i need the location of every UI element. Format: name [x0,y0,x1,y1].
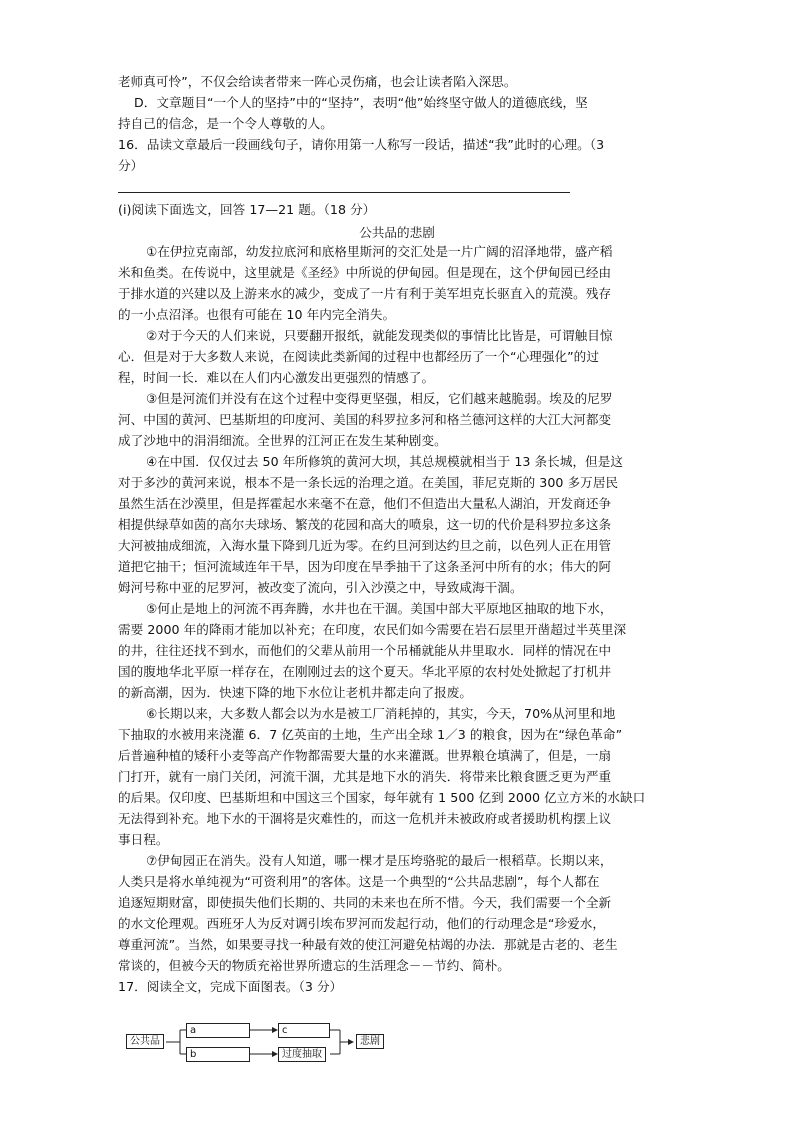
node-tragedy: 悲剧 [356,1034,384,1049]
paragraph-line: ①在伊拉克南部，幼发拉底河和底格里斯河的交汇处是一片广阔的沼泽地带，盛产稻 [146,244,613,259]
paragraph-line: 事日程。 [118,832,169,847]
flow-diagram [118,1010,418,1070]
paragraph-line: ⑥长期以来，大多数人都会以为水是被工厂消耗掉的，其实，今天，70%从河里和地 [146,706,616,721]
paragraph-line: 的井，往往还找不到水，而他们的父辈从前用一个吊桶就能从井里取水．同样的情况在中 [118,643,612,658]
blank-a: a [186,1023,250,1038]
paragraph-line: 尊重河流”。当然，如果要寻找一种最有效的使江河避免枯竭的办法．那就是古老的、老生 [118,937,618,952]
paragraph-line: 姆河号称中亚的尼罗河，被改变了流向，引入沙漠之中，导致咸海干涸。 [118,580,523,595]
paragraph-line: ⑤何止是地上的河流不再奔腾，水井也在干涸。美国中部大平原地区抽取的地下水， [146,601,613,616]
paragraph-line: 国的腹地华北平原一样存在，在刚刚过去的这个夏天。华北平原的农村处处掀起了打机井 [118,664,612,679]
paragraph-line: ⑦伊甸园正在消失。没有人知道，哪一棵才是压垮骆驼的最后一根稻草。长期以来， [146,853,613,868]
paragraph-line: 河、中国的黄河、巴基斯坦的印度河、美国的科罗拉多河和格兰德河这样的大江大河都变 [118,412,612,427]
question-17: 17．阅读全文，完成下面图表。（3 分） [118,979,343,994]
paragraph-line: 相提供绿草如茵的高尔夫球场、繁茂的花园和高大的喷泉，这一切的代价是科罗拉多这条 [118,517,612,532]
paragraph-line: 米和鱼类。在传说中，这里就是《圣经》中所说的伊甸园。但是现在，这个伊甸园已经由 [118,265,612,280]
paragraph-line: 人类只是将水单纯视为“可资利用”的客体。这是一个典型的“公共品悲剧”，每个人都在 [118,874,600,889]
paragraph-line: 的一小点沼泽。也很有可能在 10 年内完全消失。 [118,307,396,322]
paragraph-line: 对于多沙的黄河来说，根本不是一条长远的治理之道。在美国，菲尼克斯的 300 多万居民 [118,475,619,490]
option-d-line: D．文章题目“一个人的坚持”中的“坚持”，表明“他”始终坚守做人的道德底线，坚 [134,95,588,110]
paragraph-line: 的后果。仅印度、巴基斯坦和中国这三个国家，每年就有 1 500 亿到 2000 亿立方米的水缺口 [118,790,646,805]
paragraph-line: 于排水道的兴建以及上游来水的减少，变成了一片有利于美军坦克长驱直入的荒漠。残存 [118,286,612,301]
text-line: 分） [118,158,144,173]
paragraph-line: 的新高潮，因为．快速下降的地下水位让老机井都走向了报废。 [118,685,473,700]
paragraph-line: ②对于今天的人们来说，只要翻开报纸，就能发现类似的事情比比皆是，可谓触目惊 [146,328,613,343]
blank-c: c [278,1023,330,1038]
paragraph-line: ④在中国．仅仅过去 50 年所修筑的黄河大坝，其总规模就相当于 13 条长城，但是这 [146,454,624,469]
node-over-extraction: 过度抽取 [278,1047,326,1062]
text-line: 持自己的信念，是一个令人尊敬的人。 [118,116,333,131]
paragraph-line: 门打开，就有一扇门关闭，河流干涸，尤其是地下水的消失．将带来比粮食匮乏更为严重 [118,769,612,784]
paragraph-line: 无法得到补充。地下水的干涸将是灾难性的，而这一危机并未被政府或者援助机构摆上议 [118,811,612,826]
section-instruction: (i)阅读下面选文，回答 17—21 题。（18 分） [118,202,376,217]
paragraph-line: ③但是河流们并没有在这个过程中变得更坚强，相反，它们越来越脆弱。埃及的尼罗 [146,391,613,406]
blank-b: b [186,1047,250,1062]
paragraph-line: 下抽取的水被用来浇灌 6．7 亿英亩的土地，生产出全球 1／3 的粮食，因为在“绿色革命” [118,727,623,742]
paragraph-line: 的水文伦理观。西班牙人为反对调引埃布罗河而发起行动，他们的行动理念是“珍爱水， [118,916,606,931]
paragraph-line: 追逐短期财富，即使损失他们长期的、共同的未来也在所不惜。今天，我们需要一个全新 [118,895,612,910]
article-title: 公共品的悲剧 [359,225,435,240]
text-line: 老师真可怜”，不仅会给读者带来一阵心灵伤痛，也会让读者陷入深思。 [118,74,517,89]
paragraph-line: 道把它抽干；恒河流域连年干旱，因为印度在旱季抽干了这条圣河中所有的水；伟大的阿 [118,559,612,574]
paragraph-line: 需要 2000 年的降雨才能加以补充；在印度，农民们如今需要在岩石层里开凿超过半英里深 [118,622,627,637]
paragraph-line: 成了沙地中的涓涓细流。全世界的江河正在发生某种剧变。 [118,433,447,448]
paragraph-line: 大河被抽成细流，入海水量下降到几近为零。在约旦河到达约旦之前，以色列人正在用管 [118,538,612,553]
paragraph-line: 常谈的，但被今天的物质充裕世界所遗忘的生活理念－－节约、简朴。 [118,958,510,973]
paragraph-line: 后普遍种植的矮秆小麦等高产作物都需要大量的水来灌溉。世界粮仓填满了，但是，一扇 [118,748,612,763]
answer-underline [118,192,570,193]
paragraph-line: 程，时间一长．难以在人们内心激发出更强烈的情感了。 [118,370,435,385]
question-16: 16．品读文章最后一段画线句子，请你用第一人称写一段话，描述“我”此时的心理。（3 [118,137,605,152]
node-public-goods: 公共品 [126,1034,164,1049]
paragraph-line: 心．但是对于大多数人来说，在阅读此类新闻的过程中也都经历了一个“心理强化”的过 [118,349,599,364]
paragraph-line: 虽然生活在沙漠里，但是挥霍起水来毫不在意，他们不但造出大量私人湖泊，开发商还争 [118,496,612,511]
